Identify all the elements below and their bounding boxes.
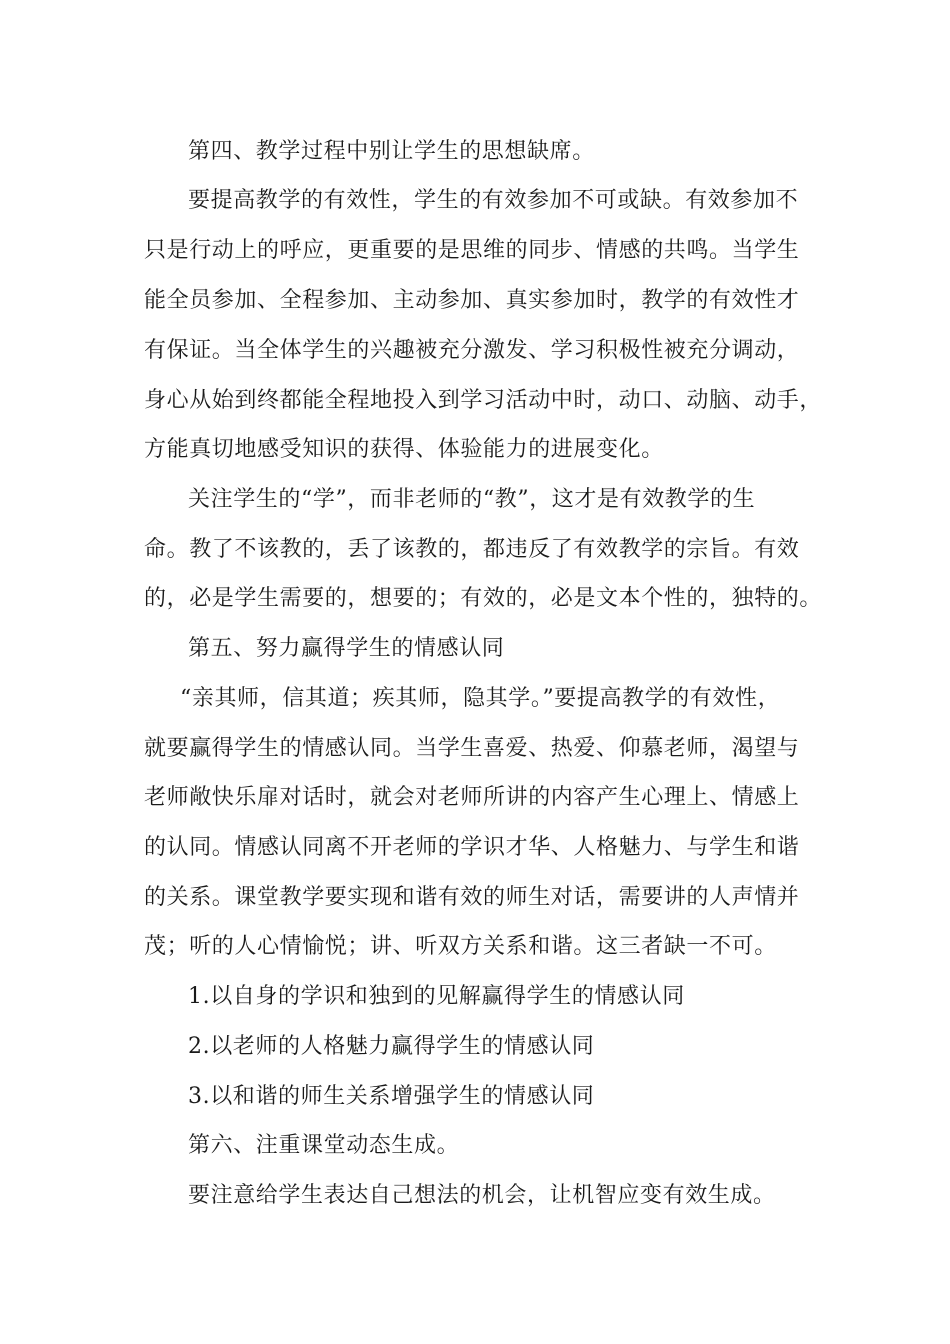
paragraph-line: “亲其师，信其道；疾其师，隐其学。”要提高教学的有效性， — [180, 686, 781, 711]
paragraph-line: 方能真切地感受知识的获得、体验能力的进展变化。 — [144, 437, 664, 462]
list-item-2: 2.以老师的人格魅力赢得学生的情感认同 — [188, 1034, 595, 1059]
section-heading-5: 第五、努力赢得学生的情感认同 — [188, 636, 505, 661]
paragraph-line: 只是行动上的呼应，更重要的是思维的同步、情感的共鸣。当学生 — [144, 238, 800, 263]
paragraph-line: 就要赢得学生的情感认同。当学生喜爱、热爱、仰慕老师，渴望与 — [144, 736, 800, 761]
paragraph-line: 身心从始到终都能全程地投入到学习活动中时，动口、动脑、动手， — [144, 388, 823, 413]
section-heading-4: 第四、教学过程中别让学生的思想缺席。 — [188, 139, 595, 164]
paragraph-line: 的认同。情感认同离不开老师的学识才华、人格魅力、与学生和谐 — [144, 835, 800, 860]
section-heading-6: 第六、注重课堂动态生成。 — [188, 1133, 460, 1158]
paragraph-line: 的，必是学生需要的，想要的；有效的，必是文本个性的，独特的。 — [144, 586, 823, 611]
paragraph-line: 能全员参加、全程参加、主动参加、真实参加时，教学的有效性才 — [144, 288, 800, 313]
paragraph-line: 有保证。当全体学生的兴趣被充分激发、学习积极性被充分调动， — [144, 338, 800, 363]
paragraph-line: 命。教了不该教的，丢了该教的，都违反了有效教学的宗旨。有效 — [144, 537, 800, 562]
paragraph-line: 的关系。课堂教学要实现和谐有效的师生对话，需要讲的人声情并 — [144, 885, 800, 910]
paragraph-line: 关注学生的“学”，而非老师的“教”，这才是有效教学的生 — [188, 487, 756, 512]
paragraph-line: 要提高教学的有效性，学生的有效参加不可或缺。有效参加不 — [188, 188, 799, 213]
paragraph-line: 老师敞快乐扉对话时，就会对老师所讲的内容产生心理上、情感上 — [144, 785, 800, 810]
paragraph-line: 茂；听的人心情愉悦；讲、听双方关系和谐。这三者缺一不可。 — [144, 934, 777, 959]
paragraph-line: 要注意给学生表达自己想法的机会，让机智应变有效生成。 — [188, 1183, 776, 1208]
list-item-3: 3.以和谐的师生关系增强学生的情感认同 — [188, 1084, 595, 1109]
list-item-1: 1.以自身的学识和独到的见解赢得学生的情感认同 — [188, 984, 685, 1009]
